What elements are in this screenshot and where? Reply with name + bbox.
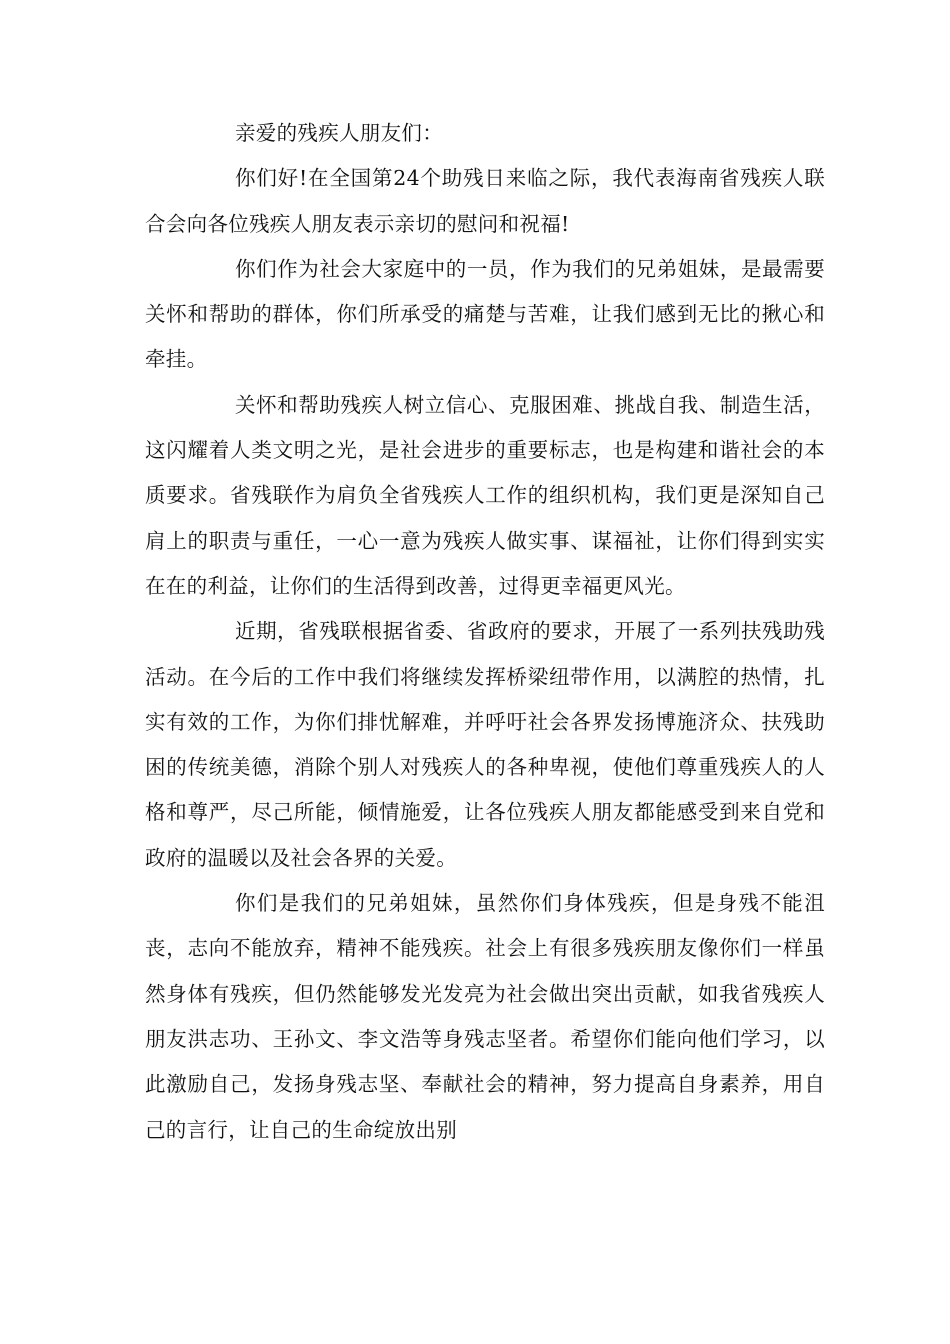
paragraph-care: 你们作为社会大家庭中的一员，作为我们的兄弟姐妹，是最需要关怀和帮助的群体，你们所承受的痛楚与苦难，让我们感到无比的揪心和牵挂。 (145, 256, 825, 372)
paragraph-greeting: 你们好!在全国第24个助残日来临之际，我代表海南省残疾人联合会向各位残疾人朋友表示亲切的慰问和祝福! (145, 166, 825, 236)
letter-body (145, 111, 825, 1153)
paragraph-responsibility: 关怀和帮助残疾人树立信心、克服困难、挑战自我、制造生活，这闪耀着人类文明之光，是社会进步的重要标志，也是构建和谐社会的本质要求。省残联作为肩负全省残疾人工作的组织机构，我们更是深知自己肩上的职责与重任，一心一意为残疾人做实事、谋福祉，让你们得到实实在在的利益，让你们的生活得到改善，过得更幸福更风光。 (145, 392, 825, 598)
salutation: 亲爱的残疾人朋友们： (235, 121, 443, 145)
paragraph-encouragement: 你们是我们的兄弟姐妹，虽然你们身体残疾，但是身残不能沮丧，志向不能放弃，精神不能残疾。社会上有很多残疾朋友像你们一样虽然身体有残疾，但仍然能够发光发亮为社会做出突出贡献，如我省残疾人朋友洪志功、王孙文、李文浩等身残志坚者。希望你们能向他们学习，以此激励自己，发扬身残志坚、奉献社会的精神，努力提高自身素养，用自己的言行，让自己的生命绽放出别 (145, 891, 825, 1142)
paragraph-activities: 近期，省残联根据省委、省政府的要求，开展了一系列扶残助残活动。在今后的工作中我们将继续发挥桥梁纽带作用，以满腔的热情，扎实有效的工作，为你们排忧解难，并呼吁社会各界发扬博施济众、扶残助困的传统美德，消除个别人对残疾人的各种卑视，使他们尊重残疾人的人格和尊严，尽己所能，倾情施爱，让各位残疾人朋友都能感受到来自党和政府的温暖以及社会各界的关爱。 (145, 619, 825, 870)
